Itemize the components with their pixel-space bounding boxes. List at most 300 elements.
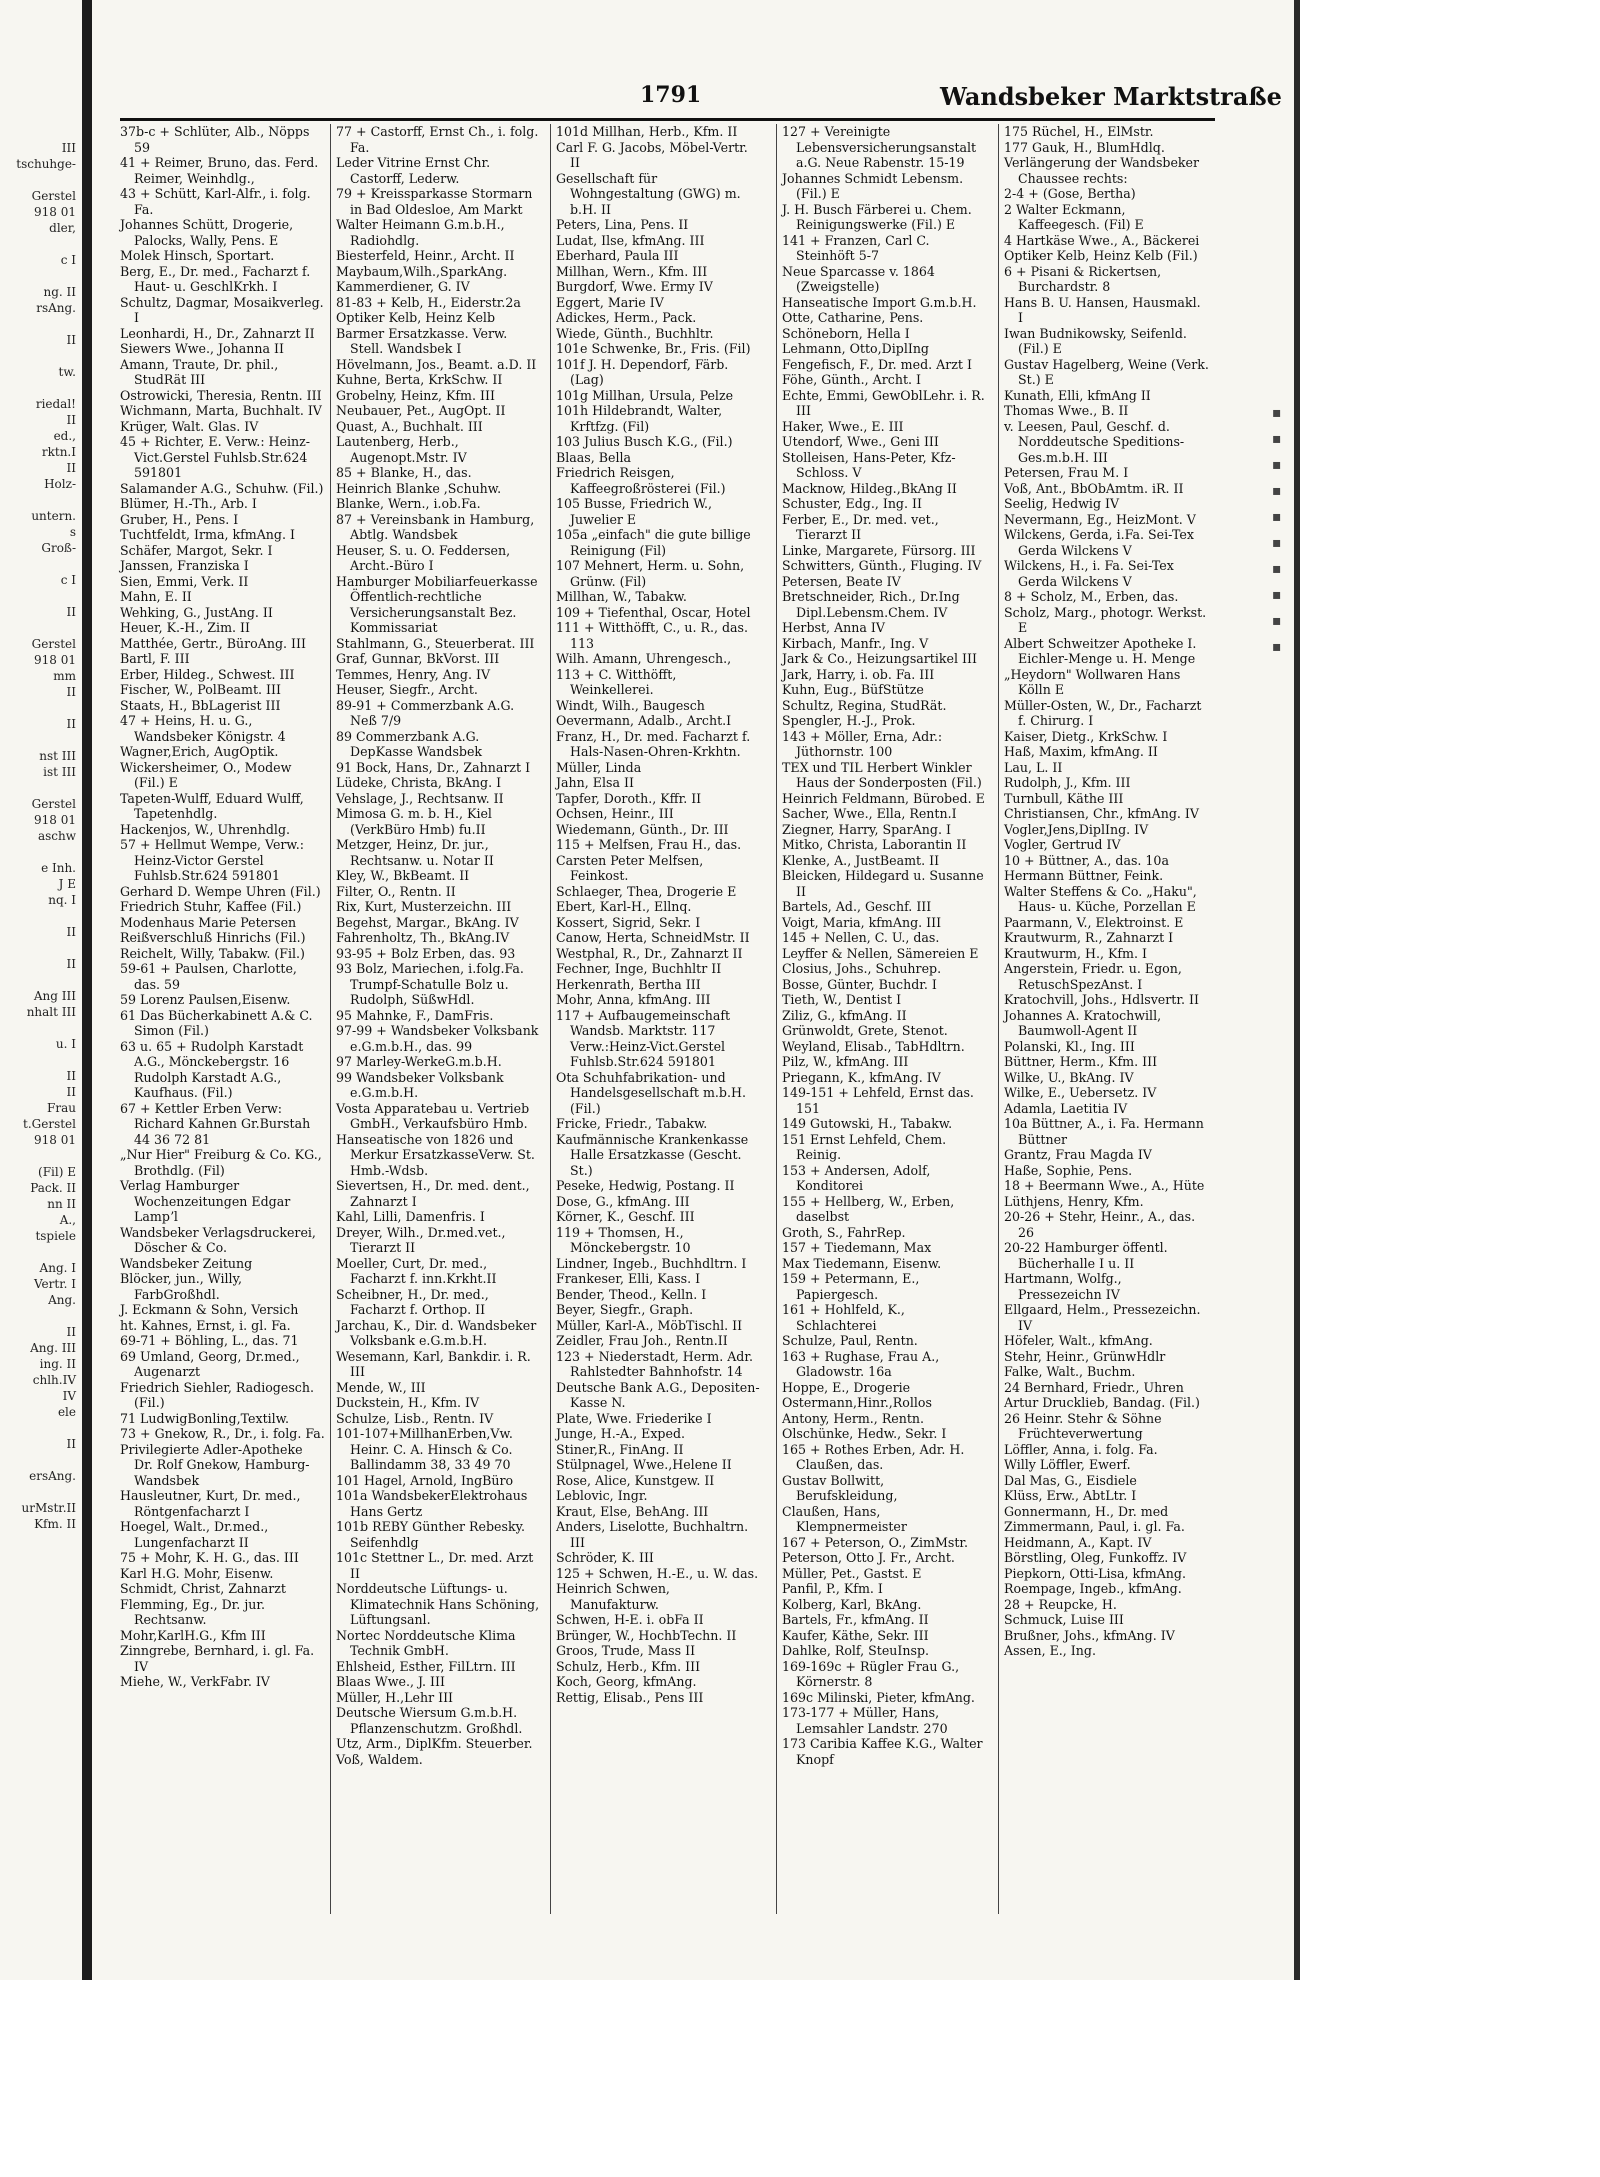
directory-entry: Müller, Karl-A., MöbTischl. II — [556, 1317, 743, 1333]
directory-entry: Stiner,R., FinAng. II — [556, 1441, 684, 1457]
directory-entry: Bleicken, Hildegard u. Susanne II — [782, 868, 984, 899]
directory-entry: Closius, Johs., Schuhrep. — [782, 961, 942, 976]
fragment-line — [0, 940, 76, 956]
directory-entry: Ludat, Ilse, kfmAng. III — [556, 232, 705, 248]
directory-entry: Ehlsheid, Esther, FilLtrn. III — [336, 1658, 516, 1674]
directory-entry: 119 + Thomsen, H., Mönckebergstr. 10 — [556, 1224, 691, 1255]
directory-entry: Wesemann, Karl, Bankdir. i. R. III — [336, 1348, 531, 1379]
directory-entry: 2-4 + (Gose, Bertha) — [1004, 186, 1136, 201]
directory-entry: Zeidler, Frau Joh., Rentn.II — [556, 1333, 728, 1348]
directory-entry: Wilckens, H., i. Fa. Sei-Tex Gerda Wilckens V — [1004, 558, 1174, 589]
directory-entry: Stülpnagel, Wwe.,Helene II — [556, 1457, 732, 1472]
directory-entry: Voigt, Maria, kfmAng. III — [782, 914, 942, 930]
directory-entry: Vehslage, J., Rechtsanw. II — [336, 790, 504, 806]
directory-entry: Brünger, W., HochbTechn. II — [556, 1627, 737, 1643]
directory-entry: 41 + Reimer, Bruno, das. Ferd. Reimer, Weinhdlg., — [120, 155, 319, 186]
directory-entry: Barmer Ersatzkasse. Verw. Stell. Wandsbek I — [336, 325, 508, 356]
fragment-line — [0, 172, 76, 188]
directory-entry: Christiansen, Chr., kfmAng. IV — [1004, 806, 1199, 821]
directory-column-3 — [556, 124, 761, 1705]
directory-entry: Reichelt, Willy, Tabakw. (Fil.) — [120, 945, 305, 961]
fragment-line — [0, 556, 76, 572]
directory-entry: Metzger, Heinz, Dr. jur., Rechtsanw. u. Notar II — [336, 837, 494, 868]
directory-entry: Rudolph, J., Kfm. III — [1004, 775, 1131, 790]
directory-entry: 125 + Schwen, H.-E., u. W. das. — [556, 1565, 759, 1581]
directory-entry: Schultz, Dagmar, Mosaikverleg. I — [120, 294, 324, 325]
directory-entry: Friedrich Siehler, Radiogesch. (Fil.) — [120, 1379, 314, 1410]
directory-entry: Schwitters, Günth., Fluging. IV — [782, 558, 982, 573]
directory-entry: Oevermann, Adalb., Archt.I — [556, 713, 732, 728]
directory-entry: Johannes A. Kratochwill, Baumwoll-Agent II — [1004, 1007, 1162, 1038]
directory-entry: Millhan, Wern., Kfm. III — [556, 263, 708, 279]
directory-entry: Blaas, Bella — [556, 449, 632, 465]
fragment-line: II — [66, 957, 76, 971]
book-spine — [82, 0, 92, 1980]
fragment-line: chlh.IV — [32, 1373, 76, 1387]
directory-entry: 26 Heinr. Stehr & Söhne Früchteverwertung — [1004, 1410, 1162, 1441]
directory-entry: Haße, Sophie, Pens. — [1004, 1162, 1133, 1178]
directory-entry: Fengefisch, F., Dr. med. Arzt I — [782, 356, 972, 372]
directory-entry: Staats, H., BbLagerist III — [120, 697, 281, 713]
directory-entry: Schäfer, Margot, Sekr. I — [120, 542, 273, 558]
fragment-line: 918 01 — [34, 1133, 76, 1147]
fragment-line: II — [66, 1069, 76, 1083]
fragment-line: nn II — [47, 1197, 76, 1211]
directory-entry: Lehmann, Otto,DiplIng — [782, 341, 929, 356]
directory-entry: Walter Heimann G.m.b.H., Radiohdlg. — [336, 217, 505, 248]
fragment-line: nst III — [39, 749, 76, 763]
directory-entry: Ziegner, Harry, SparAng. I — [782, 821, 951, 837]
directory-entry: 24 Bernhard, Friedr., Uhren — [1004, 1379, 1184, 1395]
directory-entry: Rettig, Elisab., Pens III — [556, 1689, 704, 1705]
directory-entry: 85 + Blanke, H., das. — [336, 465, 472, 480]
fragment-line — [0, 1420, 76, 1436]
directory-entry: Carsten Peter Melfsen, Feinkost. — [556, 852, 704, 883]
directory-entry: 161 + Hohlfeld, K., Schlachterei — [782, 1302, 905, 1333]
directory-entry: Herbst, Anna IV — [782, 620, 885, 635]
directory-entry: 169-169c + Rügler Frau G., Körnerstr. 8 — [782, 1658, 960, 1689]
directory-entry: 81-83 + Kelb, H., Eiderstr.2a — [336, 294, 521, 310]
fragment-line: II — [66, 461, 76, 475]
directory-entry: Hausleutner, Kurt, Dr. med., Röntgenfacharzt I — [120, 1488, 301, 1519]
directory-entry: Kaufmännische Krankenkasse Halle Ersatzkasse (Gescht. St.) — [556, 1131, 749, 1178]
fragment-line — [0, 236, 76, 252]
directory-entry: Berg, E., Dr. med., Facharzt f. Haut- u. GeschlKrkh. I — [120, 263, 311, 294]
directory-entry: Spengler, H.-J., Prok. — [782, 713, 916, 728]
fragment-line — [0, 732, 76, 748]
directory-entry: Wilke, U., BkAng. IV — [1004, 1069, 1134, 1085]
directory-entry: Bosse, Günter, Buchdr. I — [782, 976, 937, 992]
directory-entry: Schuster, Edg., Ing. II — [782, 496, 922, 511]
directory-entry: 47 + Heins, H. u. G., Wandsbeker Königstr. 4 — [120, 713, 286, 744]
directory-entry: Molek Hinsch, Sportart. — [120, 248, 275, 263]
directory-entry: Haker, Wwe., E. III — [782, 418, 904, 434]
fragment-line: J E — [58, 877, 76, 891]
directory-entry: Schmidt, Christ, Zahnarzt — [120, 1581, 286, 1596]
directory-entry: Wilckens, Gerda, i.Fa. Sei-Tex Gerda Wilckens V — [1004, 527, 1194, 558]
directory-entry: 4 Hartkäse Wwe., A., Bäckerei — [1004, 232, 1200, 248]
directory-entry: Carl F. G. Jacobs, Möbel-Vertr. II — [556, 139, 748, 170]
fragment-line — [0, 1148, 76, 1164]
directory-entry: 153 + Andersen, Adolf, Konditorei — [782, 1162, 931, 1193]
directory-column-5 — [1004, 124, 1209, 1659]
directory-entry: Krüger, Walt. Glas. IV — [120, 418, 259, 434]
fragment-line: Kfm. II — [34, 1517, 76, 1531]
directory-entry: Paarmann, V., Elektroinst. E — [1004, 914, 1184, 930]
fragment-line: II — [66, 1325, 76, 1339]
directory-entry: 149-151 + Lehfeld, Ernst das. 151 — [782, 1085, 974, 1116]
directory-entry: Miehe, W., VerkFabr. IV — [120, 1674, 270, 1689]
directory-entry: Windt, Wilh., Baugesch — [556, 697, 705, 713]
fragment-line — [0, 1452, 76, 1468]
directory-entry: Stehr, Heinr., GrünwHdlr — [1004, 1348, 1166, 1364]
directory-entry: Blaas Wwe., J. III — [336, 1674, 445, 1689]
directory-entry: Bretschneider, Rich., Dr.Ing Dipl.Lebensm.Chem. IV — [782, 589, 960, 620]
directory-entry: 69-71 + Böhling, L., das. 71 — [120, 1333, 299, 1348]
directory-entry: Groos, Trude, Mass II — [556, 1643, 696, 1658]
directory-entry: Heuser, Siegfr., Archt. — [336, 682, 478, 697]
directory-entry: Wickersheimer, O., Modew (Fil.) E — [120, 759, 292, 790]
directory-entry: Amann, Traute, Dr. phil., StudRät III — [120, 356, 279, 387]
fragment-line: II — [66, 1437, 76, 1451]
directory-entry: Burgdorf, Wwe. Ermy IV — [556, 279, 713, 294]
directory-entry: Kraut, Else, BehAng. III — [556, 1503, 709, 1519]
directory-entry: J. Eckmann & Sohn, Versich — [120, 1302, 299, 1317]
directory-entry: 43 + Schütt, Karl-Alfr., i. folg. Fa. — [120, 186, 311, 217]
directory-entry: Lindner, Ingeb., Buchhdltrn. I — [556, 1255, 747, 1271]
directory-entry: Kahl, Lilli, Damenfris. I — [336, 1209, 485, 1224]
directory-entry: 159 + Petermann, E., Papiergesch. — [782, 1271, 920, 1302]
fragment-line: Ang III — [33, 989, 76, 1003]
directory-entry: 2 Walter Eckmann, Kaffeegesch. (Fil) E — [1004, 201, 1144, 232]
directory-entry: Willy Löffler, Ewerf. — [1004, 1457, 1131, 1472]
directory-entry: Heuer, K.-H., Zim. II — [120, 620, 250, 635]
directory-entry: Wehking, G., JustAng. II — [120, 604, 273, 620]
fragment-line: e Inh. — [41, 861, 76, 875]
directory-entry: 75 + Mohr, K. H. G., das. III — [120, 1550, 299, 1565]
directory-entry: Quast, A., Buchhalt. III — [336, 418, 483, 434]
page-header: Wandsbeker Marktstraße — [940, 82, 1282, 111]
fragment-line: 918 01 — [34, 653, 76, 667]
directory-entry: Sacher, Wwe., Ella, Rentn.I — [782, 806, 957, 821]
directory-entry: Utz, Arm., DiplKfm. Steuerber. — [336, 1736, 533, 1751]
fragment-line: II — [66, 925, 76, 939]
directory-entry: Begehst, Margar., BkAng. IV — [336, 914, 519, 930]
directory-entry: Vogler,Jens,DiplIng. IV — [1004, 821, 1149, 837]
directory-entry: Schlaeger, Thea, Drogerie E — [556, 883, 737, 899]
directory-entry: Otte, Catharine, Pens. — [782, 310, 924, 325]
fragment-line: II — [66, 413, 76, 427]
directory-entry: Millhan, W., Tabakw. — [556, 589, 687, 604]
directory-entry: Adamla, Laetitia IV — [1004, 1100, 1128, 1116]
column-divider — [550, 124, 551, 1914]
directory-entry: Maybaum,Wilh.,SparkAng. — [336, 263, 508, 279]
fragment-line: Ang. III — [30, 1341, 76, 1355]
directory-entry: Anders, Liselotte, Buchhaltrn. III — [556, 1519, 749, 1550]
fragment-line: rktn.I — [41, 445, 76, 459]
directory-entry: Albert Schweitzer Apotheke I. Eichler-Menge u. H. Menge — [1004, 635, 1197, 666]
directory-entry: Wagner,Erich, AugOptik. — [120, 744, 279, 759]
directory-entry: 175 Rüchel, H., ElMstr. — [1004, 124, 1154, 139]
directory-entry: Kley, W., BkBeamt. II — [336, 868, 470, 883]
fragment-line: ele — [57, 1405, 76, 1419]
page-edge-marks: ▪ ▪ ▪ ▪ ▪ ▪ ▪ ▪ ▪ ▪ — [1272, 405, 1282, 655]
directory-entry: Nortec Norddeutsche Klima Technik GmbH. — [336, 1627, 516, 1658]
directory-entry: Leblovic, Ingr. — [556, 1488, 648, 1503]
directory-entry: Mitko, Christa, Laborantin II — [782, 837, 967, 852]
directory-entry: 101g Millhan, Ursula, Pelze — [556, 387, 734, 403]
directory-entry: Wichmann, Marta, Buchhalt. IV — [120, 403, 322, 418]
fragment-line: Pack. II — [30, 1181, 76, 1195]
directory-entry: Eberhard, Paula III — [556, 248, 679, 263]
directory-entry: Rix, Kurt, Musterzeichn. III — [336, 899, 512, 914]
directory-entry: Verlag Hamburger Wochenzeitungen Edgar Lampʼl — [120, 1178, 291, 1224]
fragment-line: tspiele — [35, 1229, 76, 1243]
directory-entry: Max Tiedemann, Eisenw. — [782, 1255, 942, 1271]
directory-entry: 157 + Tiedemann, Max — [782, 1240, 932, 1255]
directory-entry: 123 + Niederstadt, Herm. Adr. Rahlstedter Bahnhofstr. 14 — [556, 1348, 753, 1379]
directory-entry: „Heydorn" Wollwaren Hans Kölln E — [1004, 666, 1181, 697]
directory-entry: Linke, Margarete, Fürsorg. III — [782, 542, 976, 558]
directory-entry: 91 Bock, Hans, Dr., Zahnarzt I — [336, 759, 531, 775]
directory-entry: Klenke, A., JustBeamt. II — [782, 852, 940, 868]
directory-entry: Hermann Büttner, Feink. — [1004, 868, 1164, 883]
directory-entry: 93-95 + Bolz Erben, das. 93 — [336, 945, 516, 961]
fragment-line — [0, 700, 76, 716]
directory-entry: Scheibner, H., Dr. med., Facharzt f. Orthop. II — [336, 1286, 489, 1317]
directory-entry: Zimmermann, Paul, i. gl. Fa. — [1004, 1519, 1185, 1534]
directory-entry: Hanseatische Import G.m.b.H. — [782, 294, 977, 310]
directory-entry: Beyer, Siegfr., Graph. — [556, 1302, 694, 1317]
directory-entry: 101a WandsbekerElektrohaus Hans Gertz — [336, 1488, 528, 1519]
directory-entry: 8 + Scholz, M., Erben, das. — [1004, 589, 1179, 604]
directory-entry: 37b-c + Schlüter, Alb., Nöpps 59 — [120, 124, 310, 155]
directory-entry: Janssen, Franziska I — [120, 558, 249, 573]
directory-entry: Lüthjens, Henry, Kfm. — [1004, 1193, 1144, 1209]
directory-entry: 143 + Möller, Erna, Adr.: Jüthornstr. 100 — [782, 728, 943, 759]
directory-entry: Leonhardi, H., Dr., Zahnarzt II — [120, 325, 315, 341]
fragment-line: 918 01 — [34, 813, 76, 827]
fragment-line: (Fil) E — [38, 1165, 76, 1179]
fragment-line — [0, 268, 76, 284]
directory-entry: 57 + Hellmut Wempe, Verw.: Heinz-Victor Gerstel Fuhlsb.Str.624 591801 — [120, 837, 304, 883]
directory-entry: Deutsche Wiersum G.m.b.H. Pflanzenschutzm. Großhdl. — [336, 1705, 523, 1736]
directory-entry: Biesterfeld, Heinr., Archt. II — [336, 248, 515, 263]
directory-entry: TEX und TIL Herbert Winkler Haus der Sonderposten (Fil.) — [782, 759, 982, 790]
fragment-line: t.Gerstel — [23, 1117, 76, 1131]
fragment-line — [0, 492, 76, 508]
directory-entry: Gesellschaft für Wohngestaltung (GWG) m. b.H. II — [556, 170, 741, 217]
directory-entry: 101f J. H. Dependorf, Färb. (Lag) — [556, 356, 729, 387]
fragment-line: II — [66, 333, 76, 347]
directory-entry: Schulze, Lisb., Rentn. IV — [336, 1410, 494, 1426]
directory-entry: Müller, Linda — [556, 759, 642, 775]
directory-entry: Optiker Kelb, Heinz Kelb — [336, 310, 496, 325]
directory-entry: 87 + Vereinsbank in Hamburg, Abtlg. Wandsbek — [336, 511, 535, 542]
directory-entry: 18 + Beermann Wwe., A., Hüte — [1004, 1178, 1205, 1193]
directory-entry: Friedrich Stuhr, Kaffee (Fil.) — [120, 899, 302, 914]
fragment-line: tw. — [58, 365, 76, 379]
directory-entry: Sien, Emmi, Verk. II — [120, 573, 249, 589]
directory-entry: Blanke, Wern., i.ob.Fa. — [336, 496, 481, 511]
fragment-line: Gerstel — [31, 189, 76, 203]
directory-entry: Graf, Gunnar, BkVorst. III — [336, 651, 500, 666]
directory-entry: Antony, Herm., Rentn. — [782, 1410, 925, 1426]
directory-entry: Grantz, Frau Magda IV — [1004, 1147, 1152, 1162]
directory-entry: Karl H.G. Mohr, Eisenw. — [120, 1565, 274, 1581]
previous-page-fragment — [0, 140, 80, 1532]
directory-entry: Panfil, P., Kfm. I — [782, 1581, 883, 1596]
fragment-line: Ang. — [48, 1293, 76, 1307]
directory-entry: Heinrich Schwen, Manufakturw. — [556, 1581, 670, 1612]
fragment-line: s — [69, 525, 76, 539]
directory-entry: Norddeutsche Lüftungs- u. Klimatechnik Hans Schöning, Lüftungsanl. — [336, 1581, 540, 1627]
directory-entry: Herkenrath, Bertha III — [556, 976, 701, 992]
directory-entry: Gustav Hagelberg, Weine (Verk. St.) E — [1004, 356, 1209, 387]
directory-entry: Modenhaus Marie Petersen — [120, 914, 297, 930]
directory-entry: Grünwoldt, Grete, Stenot. — [782, 1023, 948, 1038]
directory-entry: Junge, H.-A., Exped. — [556, 1426, 686, 1441]
directory-entry: 89 Commerzbank A.G. DepKasse Wandsbek — [336, 728, 483, 759]
directory-entry: Turnbull, Käthe III — [1004, 790, 1124, 806]
directory-entry: Wiedemann, Günth., Dr. III — [556, 821, 729, 837]
directory-entry: 71 LudwigBonling,Textilw. — [120, 1410, 289, 1426]
directory-entry: Krautwurm, R., Zahnarzt I — [1004, 930, 1174, 945]
directory-entry: 105a „einfach" die gute billige Reinigung (Fil) — [556, 527, 751, 558]
fragment-line: u. I — [55, 1037, 76, 1051]
directory-entry: 101e Schwenke, Br., Fris. (Fil) — [556, 341, 751, 356]
directory-entry: Iwan Budnikowsky, Seifenld. (Fil.) E — [1004, 325, 1187, 356]
directory-entry: Jarchau, K., Dir. d. Wandsbeker Volksbank e.G.m.b.H. — [336, 1317, 537, 1348]
fragment-line — [0, 348, 76, 364]
directory-entry: Kunath, Elli, kfmAng II — [1004, 387, 1151, 403]
directory-entry: Gruber, H., Pens. I — [120, 511, 239, 527]
fragment-line: III — [61, 141, 76, 155]
directory-entry: Heinrich Feldmann, Bürobed. E — [782, 790, 985, 806]
directory-entry: Utendorf, Wwe., Geni III — [782, 434, 939, 449]
directory-entry: Jark, Harry, i. ob. Fa. III — [782, 666, 935, 682]
directory-entry: Dal Mas, G., Eisdiele — [1004, 1472, 1137, 1488]
directory-entry: 101c Stettner L., Dr. med. Arzt II — [336, 1550, 534, 1581]
directory-entry: Moeller, Curt, Dr. med., Facharzt f. inn.Krkht.II — [336, 1255, 497, 1286]
fragment-line: 918 01 — [34, 205, 76, 219]
directory-entry: Hans B. U. Hansen, Hausmakl. I — [1004, 294, 1201, 325]
fragment-line: Gerstel — [31, 637, 76, 651]
directory-entry: Vogler, Gertrud IV — [1004, 837, 1121, 852]
directory-entry: Dahlke, Rolf, SteuInsp. — [782, 1643, 930, 1658]
directory-entry: Artur Drucklieb, Bandag. (Fil.) — [1004, 1395, 1200, 1410]
directory-entry: Kirbach, Manfr., Ing. V — [782, 635, 929, 651]
fragment-line: IV — [62, 1389, 76, 1403]
directory-entry: Jark & Co., Heizungsartikel III — [782, 651, 977, 666]
directory-entry: Canow, Herta, SchneidMstr. II — [556, 930, 750, 945]
directory-entry: 10a Büttner, A., i. Fa. Hermann Büttner — [1004, 1116, 1204, 1147]
fragment-line: ng. II — [43, 285, 76, 299]
directory-entry: Macknow, Hildeg.,BkAng II — [782, 480, 957, 496]
directory-entry: „Nur Hier" Freiburg & Co. KG., Brothdlg. (Fil) — [120, 1147, 322, 1178]
directory-entry: Stolleisen, Hans-Peter, Kfz-Schloss. V — [782, 449, 956, 480]
directory-entry: Hanseatische von 1826 und Merkur ErsatzkasseVerw. St. Hmb.-Wdsb. — [336, 1131, 535, 1178]
fragment-line: nhalt III — [26, 1005, 76, 1019]
directory-entry: Petersen, Frau M. I — [1004, 465, 1129, 480]
directory-entry: Ostermann,Hinr.,Rollos — [782, 1395, 932, 1410]
directory-entry: 95 Mahnke, F., DamFris. — [336, 1007, 494, 1023]
directory-entry: Echte, Emmi, GewOblLehr. i. R. III — [782, 387, 985, 418]
directory-entry: 101-107+MillhanErben,Vw. Heinr. C. A. Hinsch & Co. Ballindamm 38, 33 49 70 — [336, 1426, 513, 1472]
fragment-line: ing. II — [39, 1357, 76, 1371]
directory-entry: Gonnermann, H., Dr. med — [1004, 1503, 1169, 1519]
directory-entry: Tieth, W., Dentist I — [782, 992, 902, 1007]
directory-entry: Blümer, H.-Th., Arb. I — [120, 496, 257, 511]
fragment-line — [0, 620, 76, 636]
directory-entry: Leder Vitrine Ernst Chr. Castorff, Lederw. — [336, 155, 491, 186]
fragment-line: II — [66, 605, 76, 619]
directory-entry: Voß, Waldem. — [336, 1751, 423, 1767]
directory-entry: Leyffer & Nellen, Sämereien E — [782, 945, 979, 961]
directory-entry: Hackenjos, W., Uhrenhdlg. — [120, 821, 291, 837]
directory-entry: 77 + Castorff, Ernst Ch., i. folg. Fa. — [336, 124, 539, 155]
directory-entry: Filter, O., Rentn. II — [336, 883, 456, 899]
directory-entry: Gustav Bollwitt, Berufskleidung, — [782, 1472, 898, 1503]
directory-entry: Groth, S., FahrRep. — [782, 1224, 906, 1240]
directory-entry: Scholz, Marg., photogr. Werkst. E — [1004, 604, 1207, 635]
directory-entry: Deutsche Bank A.G., Depositen-Kasse N. — [556, 1379, 760, 1410]
directory-entry: Kaufer, Käthe, Sekr. III — [782, 1627, 929, 1643]
directory-entry: Franz, H., Dr. med. Facharzt f. Hals-Nasen-Ohren-Krkhtn. — [556, 728, 751, 759]
fragment-line: urMstr.II — [21, 1501, 76, 1515]
directory-entry: Schmuck, Luise III — [1004, 1612, 1124, 1627]
directory-entry: Schwen, H-E. i. obFa II — [556, 1612, 704, 1627]
header-rule — [120, 118, 1215, 121]
fragment-line: Gerstel — [31, 797, 76, 811]
directory-entry: Lautenberg, Herb., Augenopt.Mstr. IV — [336, 434, 467, 465]
directory-entry: Lau, L. II — [1004, 759, 1063, 775]
directory-entry: Rose, Alice, Kunstgew. II — [556, 1472, 715, 1488]
directory-entry: Schulze, Paul, Rentn. — [782, 1333, 918, 1348]
directory-entry: Polanski, Kl., Ing. III — [1004, 1038, 1135, 1054]
directory-entry: Müller-Osten, W., Dr., Facharzt f. Chirurg. I — [1004, 697, 1202, 728]
fragment-line: II — [66, 717, 76, 731]
directory-entry: Temmes, Henry, Ang. IV — [336, 666, 491, 682]
directory-entry: Höfeler, Walt., kfmAng. — [1004, 1333, 1153, 1348]
directory-entry: Nevermann, Eg., HeizMont. V — [1004, 511, 1196, 527]
directory-entry: Kossert, Sigrid, Sekr. I — [556, 914, 701, 930]
directory-entry: Bartels, Fr., kfmAng. II — [782, 1612, 929, 1627]
directory-entry: 105 Busse, Friedrich W., Juwelier E — [556, 496, 713, 527]
directory-entry: Ferber, E., Dr. med. vet., Tierarzt II — [782, 511, 939, 542]
column-divider — [776, 124, 777, 1914]
directory-entry: 59 Lorenz Paulsen,Eisenw. — [120, 992, 291, 1007]
directory-entry: Neubauer, Pet., AugOpt. II — [336, 403, 506, 418]
fragment-line: dler, — [49, 221, 76, 235]
directory-entry: Friedrich Reisgen, Kaffeegroßrösterei (Fil.) — [556, 465, 726, 496]
directory-entry: Kaiser, Dietg., KrkSchw. I — [1004, 728, 1168, 744]
directory-entry: Erber, Hildeg., Schwest. III — [120, 666, 295, 682]
directory-entry: 73 + Gnekow, R., Dr., i. folg. Fa. — [120, 1426, 325, 1441]
directory-entry: Föhe, Günth., Archt. I — [782, 372, 921, 387]
directory-entry: Fechner, Inge, Buchhltr II — [556, 961, 722, 976]
directory-entry: 93 Bolz, Mariechen, i.folg.Fa. Trumpf-Schatulle Bolz u. Rudolph, SüßwHdl. — [336, 961, 524, 1007]
directory-entry: Koch, Georg, kfmAng. — [556, 1674, 697, 1689]
fragment-line: aschw — [37, 829, 76, 843]
directory-entry: 117 + Aufbaugemeinschaft Wandsb. Marktstr. 117 Verw.:Heinz-Vict.Gerstel Fuhlsb.Str.624 591801 — [556, 1007, 731, 1069]
directory-entry: Müller, Pet., Gastst. E — [782, 1565, 922, 1581]
directory-entry: Müller, H.,Lehr III — [336, 1689, 454, 1705]
fragment-line: tschuhge- — [16, 157, 76, 171]
column-divider — [998, 124, 999, 1914]
directory-entry: Kuhn, Eug., BüfStütze — [782, 682, 924, 697]
directory-entry: Wiede, Günth., Buchhltr. — [556, 325, 714, 341]
